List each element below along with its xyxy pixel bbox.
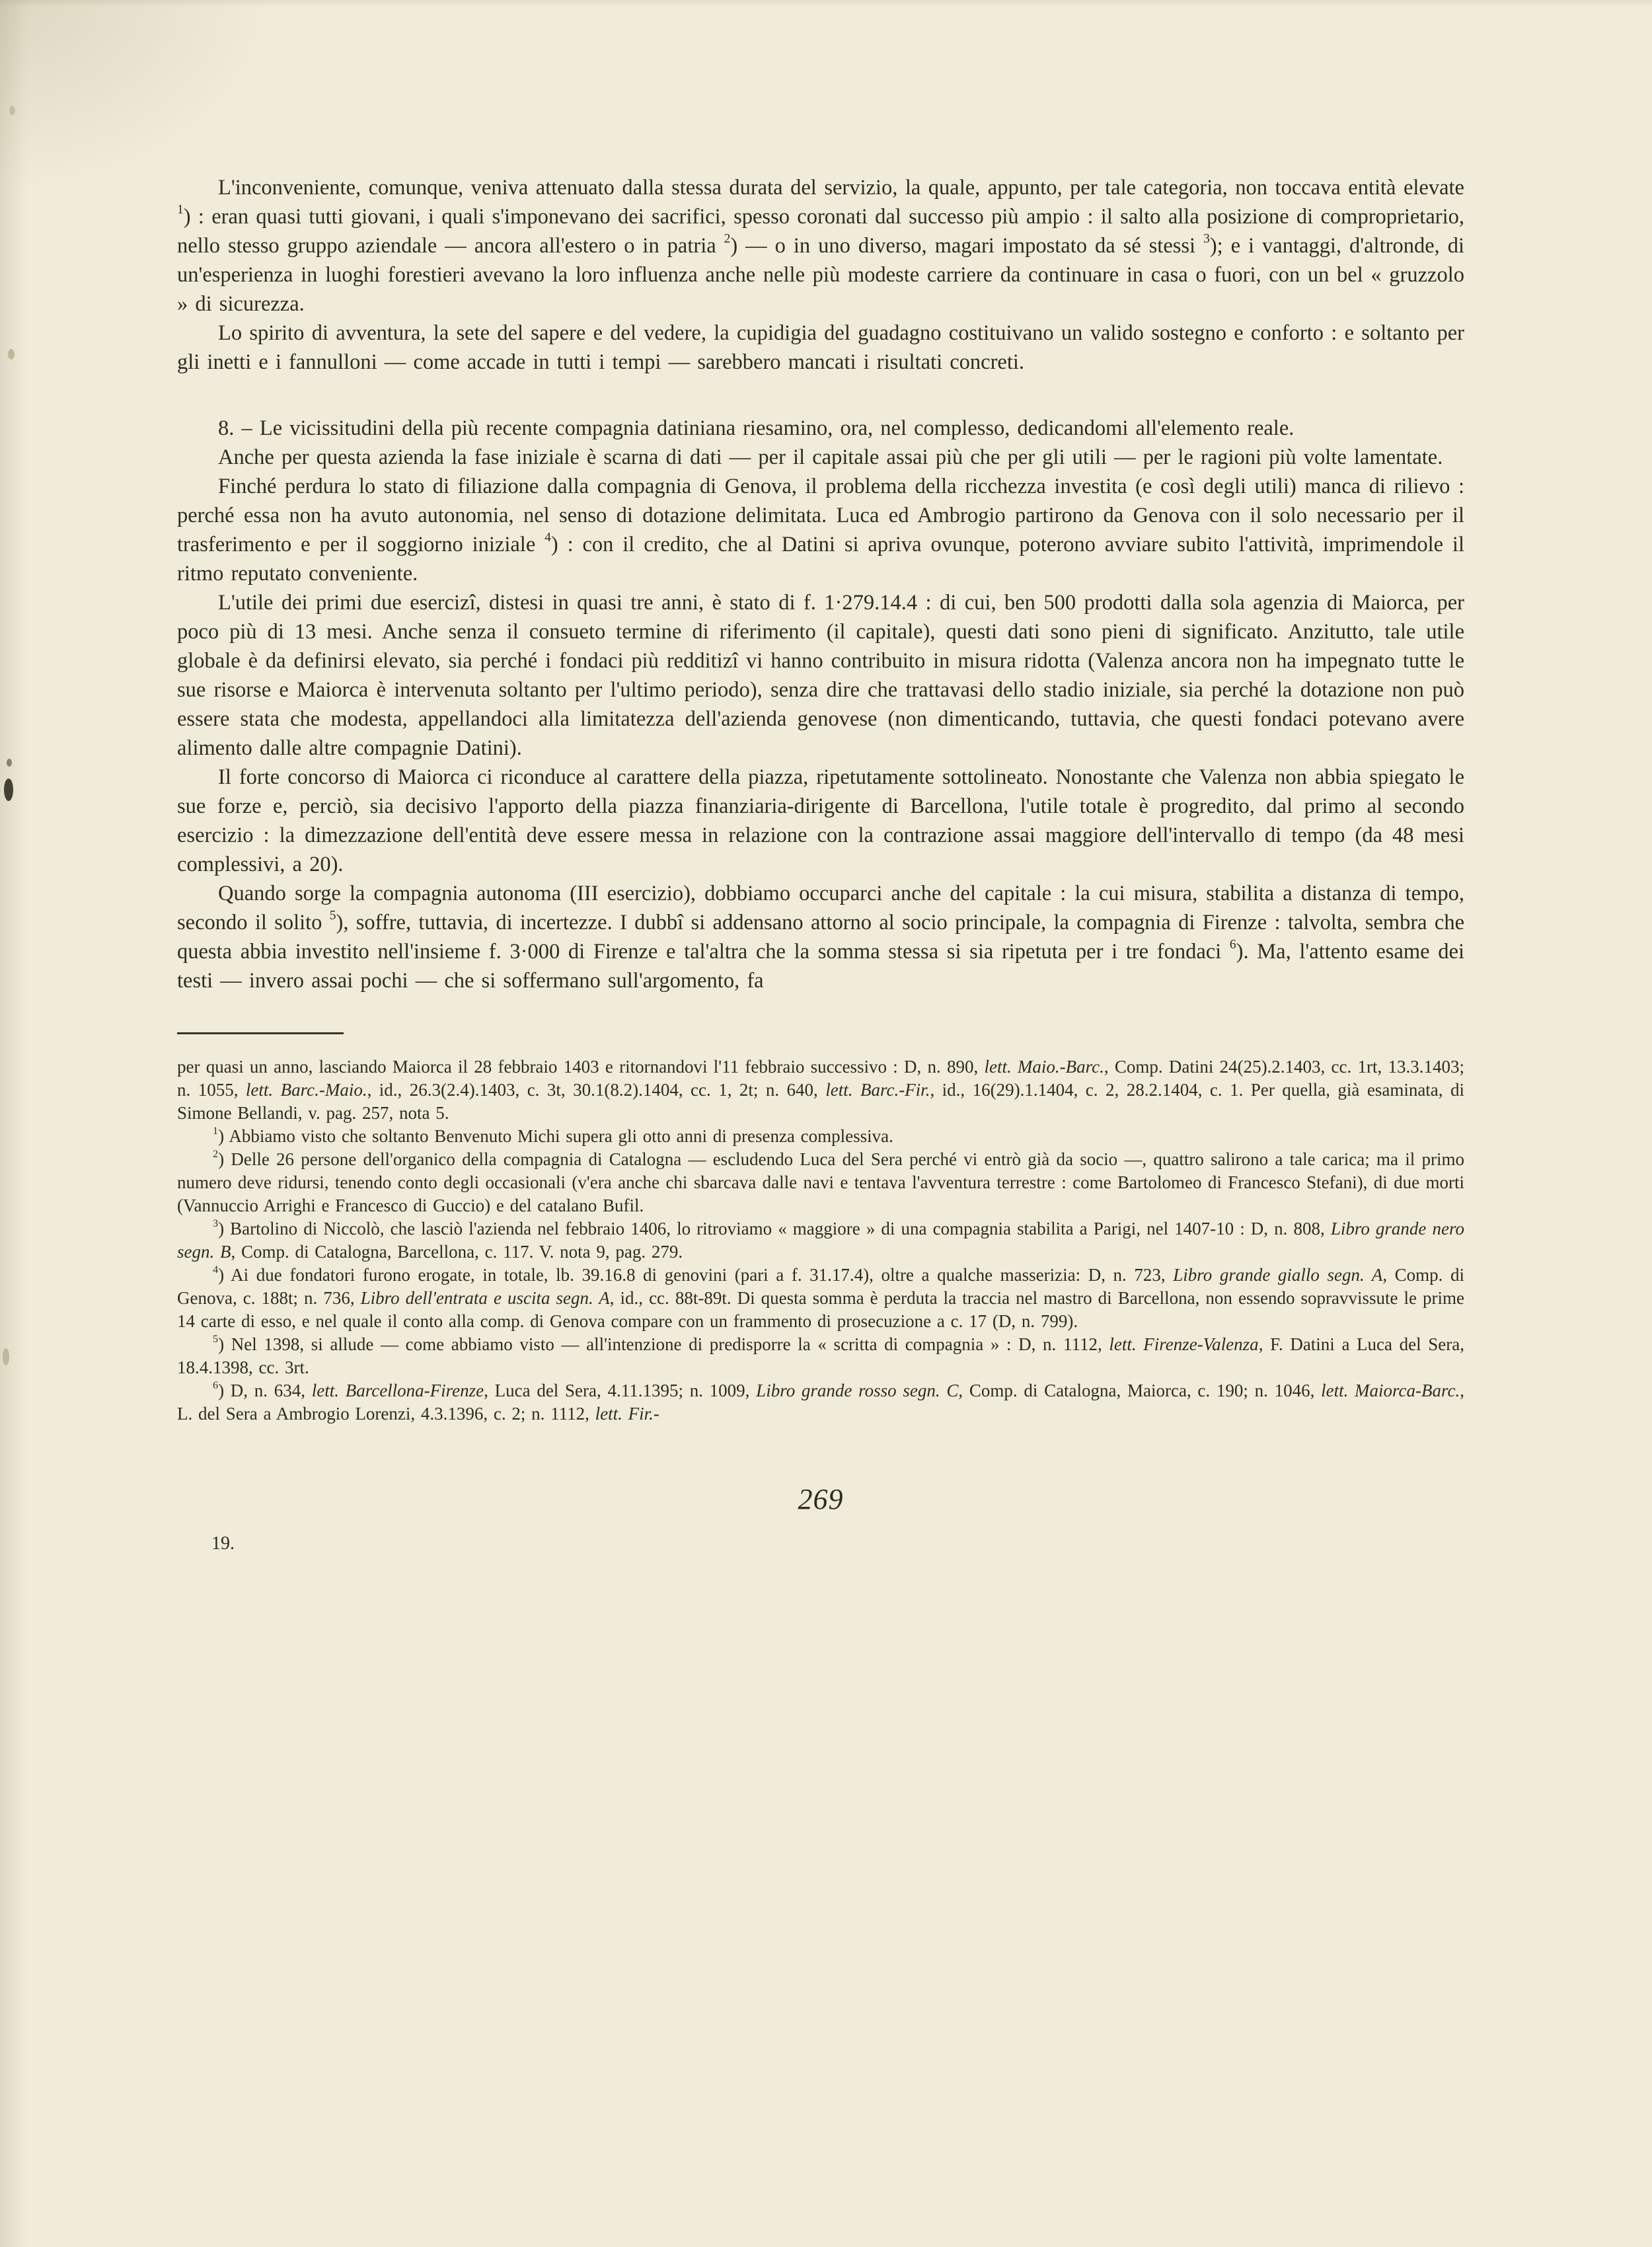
footnote: $^6$) D, n. 634, lett. Barcellona-Firenze, Luca del Sera, 4.11.1395; n. 1009, Libro grande rosso segn. C, Comp. di Catalogna, Maiorca, c. 190; n. 1046, lett. Maiorca-Barc., L. del Sera a Ambrogio Lorenzi, 4.3.1396, c. 2; n. 1112, lett. Fir.- xyxy=(177,1379,1464,1424)
body-paragraph: L'utile dei primi due esercizî, distesi in quasi tre anni, è stato di f. 1·279.14.4 : di cui, ben 500 prodotti dalla sola agenzia di Maiorca, per poco più di 13 mesi. Anche senza il consueto termine di riferimento (il capitale), questi dati sono pieni di significato. Anzitutto, tale utile globale è da definirsi elevato, sia perché i fondaci più redditizî vi hanno contribuito in misura ridotta (Valenza ancora non ha impegnato tutte le sue risorse e Maiorca è intervenuta soltanto per l'ultimo periodo), senza dire che trattavasi dello stadio iniziale, sia perché la dotazione non può essere stata che modesta, appellandoci alla limitatezza dell'azienda genovese (non dimenticando, tuttavia, che questi fondaci potevano avere alimento dalle altre compagnie Datini). xyxy=(177,591,1464,760)
footnote-separator xyxy=(177,1032,344,1034)
body-paragraph: Il forte concorso di Maiorca ci riconduce al carattere della piazza, ripetutamente sottolineato. Nonostante che Valenza non abbia spiegato le sue forze e, perciò, sia decisivo l'apporto della piazza finanziaria-dirigente di Barcellona, l'utile totale è progredito, dal primo al secondo esercizio : la dimezzazione dell'entità deve essere messa in relazione con la contrazione assai maggiore dell'intervallo di tempo (da 48 mesi complessivi, a 20). xyxy=(177,765,1464,876)
text-block xyxy=(177,173,1464,1554)
footnote: $^5$) Nel 1398, si allude — come abbiamo visto — all'intenzione di predisporre la « scritta di compagnia » : D, n. 1112, lett. Firenze-Valenza, F. Datini a Luca del Sera, 18.4.1398, cc. 3rt. xyxy=(177,1332,1465,1377)
binding-mark xyxy=(4,779,13,801)
body-paragraph: Quando sorge la compagnia autonoma (III esercizio), dobbiamo occuparci anche del capitale : la cui misura, stabilita a distanza di tempo, secondo il solito $^5$), soffre, tuttavia, di incertezze. I dubbî si addensano attorno al socio principale, la compagnia di Firenze : talvolta, sembra che questa abbia investito nell'insieme f. 3·000 di Firenze e tal'altra che la somma stessa si sia ripetuta per i tre fondaci $^6$). Ma, l'attento esame dei testi — invero assai pochi — che si soffermano sull'argomento, fa xyxy=(177,882,1464,993)
body-paragraph: Lo spirito di avventura, la sete del sapere e del vedere, la cupidigia del guadagno costituivano un valido sostegno e conforto : e soltanto per gli inetti e i fannulloni — come accade in tutti i tempi — sarebbero mancati i risultati concreti. xyxy=(177,321,1464,374)
footnote: $^3$) Bartolino di Niccolò, che lasciò l'azienda nel febbraio 1406, lo ritroviamo « maggiore » di una compagnia stabilita a Parigi, nel 1407-10 : D, n. 808, Libro grande nero segn. B, Comp. di Catalogna, Barcellona, c. 117. V. nota 9, pag. 279. xyxy=(177,1217,1464,1262)
footnotes xyxy=(177,1055,1464,1426)
binding-mark xyxy=(9,106,15,115)
binding-mark xyxy=(7,759,12,767)
body-paragraph: 8. – Le vicissitudini della più recente compagnia datiniana riesamino, ora, nel complesso, dedicandomi all'elemento reale. xyxy=(218,416,1295,440)
footnote: $^2$) Delle 26 persone dell'organico della compagnia di Catalogna — escludendo Luca del Sera perché vi entrò già da socio —, quattro salirono a tale carica; ma il primo numero deve ridursi, tenendo conto degli occasionali (v'era anche chi sbarcava dalle navi e tentava l'avventura terrestre : come Bartolomeo di Francesco Stefani), di due morti (Vannuccio Arrighi e Francesco di Guccio) e del catalano Bufil. xyxy=(177,1147,1464,1215)
body-paragraph: Anche per questa azienda la fase iniziale è scarna di dati — per il capitale assai più che per gli utili — per le ragioni più volte lamentate. xyxy=(218,445,1443,469)
body-paragraph: Finché perdura lo stato di filiazione dalla compagnia di Genova, il problema della ricchezza investita (e così degli utili) manca di rilievo : perché essa non ha avuto autonomia, nel senso di dotazione delimitata. Luca ed Ambrogio partirono da Genova con il solo necessario per il trasferimento e per il soggiorno iniziale $^4$) : con il credito, che al Datini si apriva ovunque, poterono avviare subito l'attività, imprimendole il ritmo reputato conveniente. xyxy=(177,475,1464,586)
page-number: 269 xyxy=(798,1483,844,1515)
footnote: $^4$) Ai due fondatori furono erogate, in totale, lb. 39.16.8 di genovini (pari a f. 31.17.4), oltre a qualche masserizia: D, n. 723, Libro grande giallo segn. A, Comp. di Genova, c. 188t; n. 736, Libro dell'entrata e uscita segn. A, id., cc. 88t-89t. Di questa somma è perduta la traccia nel mastro di Barcellona, non essendo sopravvissute le prime 14 carte di esso, e nel quale il conto alla comp. di Genova compare con un frammento di prosecuzione a c. 17 (D, n. 799). xyxy=(177,1263,1465,1331)
body-paragraph: L'inconveniente, comunque, veniva attenuato dalla stessa durata del servizio, la quale, appunto, per tale categoria, non toccava entità elevate $^1$) : eran quasi tutti giovani, i quali s'imponevano dei sacrifici, spesso coronati dal successo più ampio : il salto alla posizione di comproprietario, nello stesso gruppo aziendale — ancora all'estero o in patria $^2$) — o in uno diverso, magari impostato da sé stessi $^3$); e i vantaggi, d'altronde, di un'esperienza in luoghi forestieri avevano la loro influenza anche nelle più modeste carriere da continuare in casa o fuori, con un bel « gruzzolo » di sicurezza. xyxy=(177,176,1464,316)
binding-mark xyxy=(3,1348,9,1365)
body-text xyxy=(177,173,1464,995)
binding-mark xyxy=(8,349,15,360)
signature-mark: 19. xyxy=(211,1533,235,1554)
footnote: per quasi un anno, lasciando Maiorca il 28 febbraio 1403 e ritornandovi l'11 febbraio successivo : D, n. 890, lett. Maio.-Barc., Comp. Datini 24(25).2.1403, cc. 1rt, 13.3.1403; n. 1055, lett. Barc.-Maio., id., 26.3(2.4).1403, c. 3t, 30.1(8.2).1404, cc. 1, 2t; n. 640, lett. Barc.-Fir., id., 16(29).1.1404, c. 2, 28.2.1404, c. 1. Per quella, già esaminata, di Simone Bellandi, v. pag. 257, nota 5. xyxy=(177,1057,1464,1123)
footnote: $^1$) Abbiamo visto che soltanto Benvenuto Michi supera gli otto anni di presenza complessiva. xyxy=(213,1124,893,1146)
